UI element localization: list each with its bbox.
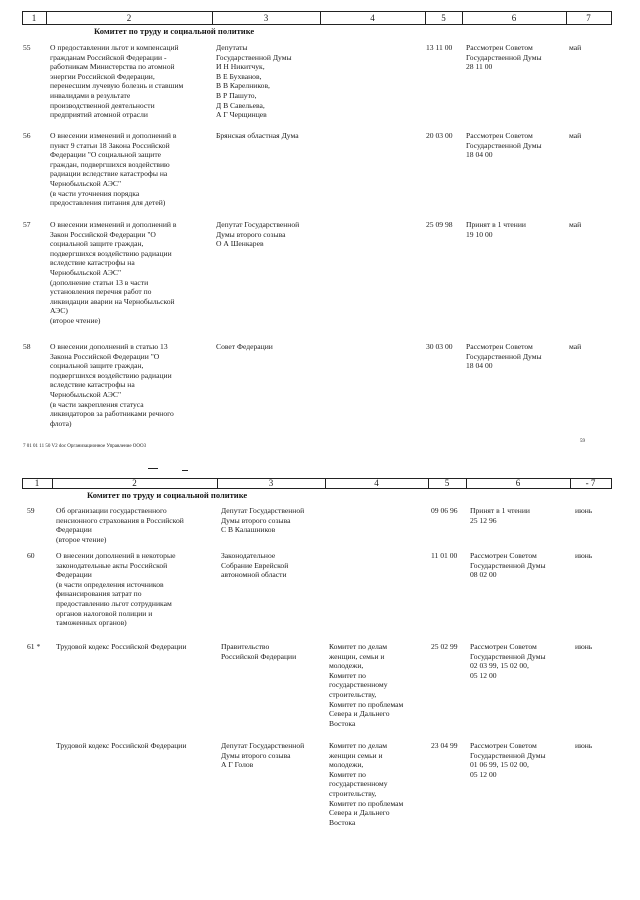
bill-date: 25 09 98: [426, 220, 453, 229]
bill-date: 23 04 99: [431, 741, 458, 750]
col-num-5: 5: [444, 478, 450, 488]
bill-status: Рассмотрен Советом Государственной Думы 28 11 00: [466, 43, 542, 72]
col-num-6: 6: [515, 478, 521, 488]
col-num-3: 3: [268, 478, 274, 488]
bill-month: май: [569, 220, 582, 229]
row-number: 55: [23, 43, 31, 52]
bill-initiator: Законодательное Собрание Еврейской автономной области: [221, 551, 289, 580]
bill-month: июнь: [575, 506, 593, 515]
bill-title: О внесении изменений и дополнений в пункт 9 статьи 18 Закона Российской Федерации "О социальной защите граждан, подвергшихся воздействию радиации вследствие катастрофы на Чернобыльской АЭС" (в части уточнения порядка предоставления питания для детей): [50, 131, 177, 208]
col-num-1: 1: [34, 478, 40, 488]
bill-initiator: Депутат Государственной Думы второго созыва С В Калашников: [221, 506, 305, 535]
page-footer: 7 01 01 11 50 V2 doc Организационное Управление ООО3: [23, 444, 147, 449]
row-number: 57: [23, 220, 31, 229]
bill-month: май: [569, 131, 582, 140]
bill-month: июнь: [575, 741, 593, 750]
bill-title: Трудовой кодекс Российской Федерации: [56, 642, 187, 651]
bill-title: О внесении изменений и дополнений в Закон Российской Федерации "О социальной защите граждан, подвергшихся воздействию радиации вследствие катастрофы на Чернобыльской АЭС" (дополнение статьи 13 в части установления перечня работ по ликвидации аварии на Чернобыльской АЭС) (второе чтение): [50, 220, 177, 325]
bill-date: 09 06 96: [431, 506, 458, 515]
row-number: 58: [23, 342, 31, 351]
bill-date: 13 11 00: [426, 43, 453, 52]
col-num-1: 1: [31, 13, 37, 23]
bill-month: июнь: [575, 551, 593, 560]
bill-initiator: Депутат Государственной Думы второго созыва О А Шенкарев: [216, 220, 300, 249]
bill-status: Рассмотрен Советом Государственной Думы 18 04 00: [466, 342, 542, 371]
page-number: 59: [580, 439, 585, 444]
bill-status: Принят в 1 чтении 25 12 96: [470, 506, 530, 525]
bill-committee: Комитет по делам женщин семьи и молодежи, Комитет по государственному строительству, Комитет по проблемам Севера и Дальнего Востока: [329, 741, 404, 827]
bill-status: Рассмотрен Советом Государственной Думы 08 02 00: [470, 551, 546, 580]
section-title-top: Комитет по труду и социальной политике: [94, 26, 255, 36]
bill-initiator: Правительство Российской Федерации: [221, 642, 297, 661]
col-num-7: - 7: [585, 478, 596, 488]
col-num-4: 4: [374, 478, 379, 488]
bill-date: 25 02 99: [431, 642, 458, 651]
bill-title: О внесении дополнений в статью 13 Закона Российской Федерации "О социальной защите граждан, подвергшихся воздействию радиации вследствие катастрофы на Чернобыльской АЭС" (в части закрепления статуса ликвидаторов за работниками речного флота): [50, 342, 174, 428]
bill-title: Об организации государственного пенсионного страхования в Российской Федерации (второе чтение): [56, 506, 184, 544]
bill-status: Рассмотрен Советом Государственной Думы 18 04 00: [466, 131, 542, 160]
bill-month: май: [569, 342, 582, 351]
bill-date: 11 01 00: [431, 551, 458, 560]
col-num-5: 5: [441, 13, 446, 23]
row-number: 61 *: [27, 642, 41, 651]
bill-title: О внесении дополнений в некоторые законодательные акты Российской Федерации (в части определения источников финансирования затрат по предоставлению льгот сотрудникам органов налоговой полиции и таможенных органов): [56, 551, 176, 628]
bill-month: июнь: [575, 642, 593, 651]
col-num-3: 3: [263, 13, 269, 23]
bill-month: май: [569, 43, 582, 52]
bill-initiator: Депутат Государственной Думы второго созыва А Г Голов: [221, 741, 305, 770]
col-num-7: 7: [586, 13, 591, 23]
bill-initiator: Брянская областная Дума: [216, 131, 299, 140]
col-num-6: 6: [511, 13, 517, 23]
col-num-4: 4: [370, 13, 375, 23]
bill-date: 20 03 00: [426, 131, 453, 140]
row-number: 60: [27, 551, 35, 560]
col-num-2: 2: [126, 13, 132, 23]
bill-initiator: Депутаты Государственной Думы И Н Никитчук, В Е Бухванов, В В Карелников, В Р Пашуто, Д В Савельева, А Г Черщинцев: [216, 43, 292, 120]
bill-status: Рассмотрен Советом Государственной Думы 02 03 99, 15 02 00, 05 12 00: [470, 642, 546, 680]
bill-status: Рассмотрен Советом Государственной Думы 01 06 99, 15 02 00, 05 12 00: [470, 741, 546, 779]
bill-committee: Комитет по делам женщин, семьи и молодежи, Комитет по государственному строительству, Комитет по проблемам Севера и Дальнего Востока: [329, 642, 404, 728]
bill-title: Трудовой кодекс Российской Федерации: [56, 741, 187, 750]
col-num-2: 2: [132, 478, 137, 488]
bill-title: О предоставлении льгот и компенсаций гражданам Российской Федерации - работникам Министерства по атомной энергии Российской Федерации, перенесшим лучевую болезнь и ставшим инвалидами в результате производственной деятельности предприятий атомной отрасли: [50, 43, 184, 120]
section-title-bottom: Комитет по труду и социальной политике: [87, 490, 248, 500]
row-number: 56: [23, 131, 31, 140]
row-number: 59: [27, 506, 35, 515]
bill-initiator: Совет Федерации: [216, 342, 273, 351]
bill-date: 30 03 00: [426, 342, 453, 351]
bill-status: Принят в 1 чтении 19 10 00: [466, 220, 526, 239]
